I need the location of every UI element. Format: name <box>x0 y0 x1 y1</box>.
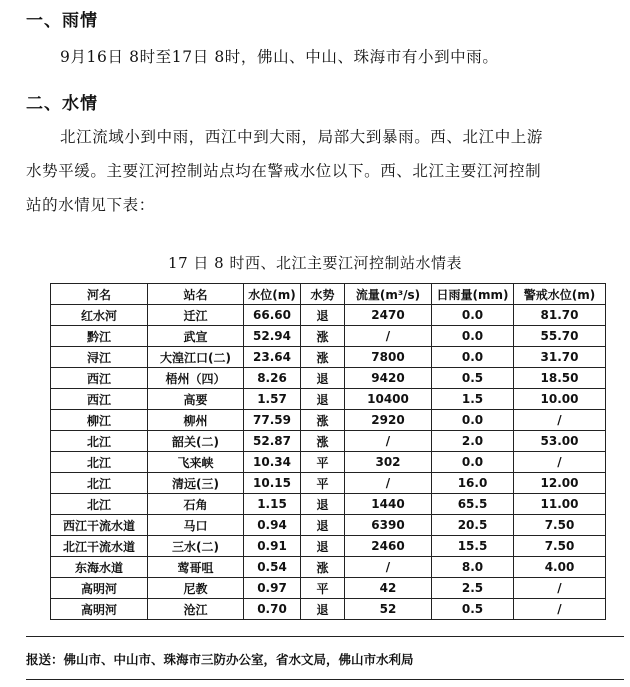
cell-station: 尼教 <box>148 578 244 599</box>
cell-trend: 退 <box>301 536 345 557</box>
cell-rain: 0.0 <box>432 410 514 431</box>
cell-station: 高要 <box>148 389 244 410</box>
table-row <box>51 578 606 599</box>
cell-trend: 涨 <box>301 410 345 431</box>
cell-station: 迁江 <box>148 305 244 326</box>
cell-station: 莺哥咀 <box>148 557 244 578</box>
cell-rain: 0.5 <box>432 368 514 389</box>
cell-trend: 退 <box>301 305 345 326</box>
cell-river: 西江 <box>51 389 148 410</box>
cell-flow: 52 <box>345 599 432 620</box>
cell-flow: 9420 <box>345 368 432 389</box>
cell-rain: 1.5 <box>432 389 514 410</box>
cell-warning: 18.50 <box>514 368 606 389</box>
cell-level: 23.64 <box>244 347 301 368</box>
cell-trend: 平 <box>301 452 345 473</box>
cell-trend: 涨 <box>301 326 345 347</box>
cell-warning: / <box>514 410 606 431</box>
cell-rain: 8.0 <box>432 557 514 578</box>
table-row <box>51 536 606 557</box>
cell-warning: 53.00 <box>514 431 606 452</box>
cell-warning: / <box>514 578 606 599</box>
cell-level: 0.97 <box>244 578 301 599</box>
table-row <box>51 557 606 578</box>
cell-river: 北江 <box>51 473 148 494</box>
cell-station: 武宣 <box>148 326 244 347</box>
cell-station: 马口 <box>148 515 244 536</box>
section-heading-water: 二、水情 <box>26 94 98 114</box>
cell-level: 10.15 <box>244 473 301 494</box>
cell-flow: / <box>345 557 432 578</box>
cell-warning: 7.50 <box>514 515 606 536</box>
cell-rain: 0.0 <box>432 452 514 473</box>
cell-station: 清远(三) <box>148 473 244 494</box>
table-row <box>51 410 606 431</box>
header-river: 河名 <box>51 284 148 305</box>
cell-warning: 11.00 <box>514 494 606 515</box>
cell-level: 0.70 <box>244 599 301 620</box>
section-heading-rain: 一、雨情 <box>26 11 98 31</box>
cell-warning: 10.00 <box>514 389 606 410</box>
cell-rain: 20.5 <box>432 515 514 536</box>
table-row <box>51 347 606 368</box>
cell-flow: / <box>345 473 432 494</box>
cell-station: 三水(二) <box>148 536 244 557</box>
table-row <box>51 431 606 452</box>
cell-level: 0.94 <box>244 515 301 536</box>
cell-river: 北江 <box>51 452 148 473</box>
table-row <box>51 305 606 326</box>
cell-flow: / <box>345 326 432 347</box>
cell-warning: 81.70 <box>514 305 606 326</box>
header-level: 水位(m) <box>244 284 301 305</box>
header-trend: 水势 <box>301 284 345 305</box>
cell-level: 77.59 <box>244 410 301 431</box>
cell-flow: 7800 <box>345 347 432 368</box>
table-row <box>51 515 606 536</box>
water-status-table <box>50 283 606 620</box>
header-warning-level: 警戒水位(m) <box>514 284 606 305</box>
cell-river: 东海水道 <box>51 557 148 578</box>
cell-level: 1.15 <box>244 494 301 515</box>
cell-warning: 12.00 <box>514 473 606 494</box>
cell-trend: 涨 <box>301 431 345 452</box>
cell-river: 高明河 <box>51 599 148 620</box>
cell-rain: 2.0 <box>432 431 514 452</box>
cell-river: 西江 <box>51 368 148 389</box>
footer-divider-bottom <box>26 679 624 680</box>
cell-warning: 7.50 <box>514 536 606 557</box>
table-body <box>51 305 606 620</box>
cell-rain: 0.0 <box>432 326 514 347</box>
table-header-row <box>51 284 606 305</box>
cell-river: 红水河 <box>51 305 148 326</box>
cell-station: 大湟江口(二) <box>148 347 244 368</box>
cell-station: 柳州 <box>148 410 244 431</box>
cell-trend: 退 <box>301 494 345 515</box>
water-paragraph-line-3: 站的水情见下表： <box>26 196 155 214</box>
cell-station: 飞来峡 <box>148 452 244 473</box>
table-caption: 17 日 8 时西、北江主要江河控制站水情表 <box>168 254 462 272</box>
cell-station: 石角 <box>148 494 244 515</box>
cell-river: 黔江 <box>51 326 148 347</box>
header-flow: 流量(m³/s) <box>345 284 432 305</box>
table-row <box>51 389 606 410</box>
cell-rain: 0.0 <box>432 347 514 368</box>
cell-rain: 2.5 <box>432 578 514 599</box>
cell-flow: 1440 <box>345 494 432 515</box>
cell-trend: 平 <box>301 473 345 494</box>
rain-paragraph: 9月16日 8时至17日 8时，佛山、中山、珠海市有小到中雨。 <box>60 48 499 66</box>
cell-river: 浔江 <box>51 347 148 368</box>
cell-flow: 2470 <box>345 305 432 326</box>
cell-trend: 退 <box>301 389 345 410</box>
cell-trend: 平 <box>301 578 345 599</box>
table-row <box>51 599 606 620</box>
cell-trend: 退 <box>301 368 345 389</box>
cell-level: 52.87 <box>244 431 301 452</box>
cell-warning: 31.70 <box>514 347 606 368</box>
cell-station: 韶关(二) <box>148 431 244 452</box>
cell-rain: 0.0 <box>432 305 514 326</box>
cell-rain: 15.5 <box>432 536 514 557</box>
table-row <box>51 473 606 494</box>
cell-level: 0.91 <box>244 536 301 557</box>
cell-level: 10.34 <box>244 452 301 473</box>
cell-river: 柳江 <box>51 410 148 431</box>
cell-river: 北江干流水道 <box>51 536 148 557</box>
cell-level: 66.60 <box>244 305 301 326</box>
footer-distribution: 报送：佛山市、中山市、珠海市三防办公室，省水文局，佛山市水利局 <box>26 652 414 667</box>
cell-flow: 302 <box>345 452 432 473</box>
cell-river: 西江干流水道 <box>51 515 148 536</box>
cell-warning: / <box>514 452 606 473</box>
footer-divider-top <box>26 636 624 637</box>
cell-station: 梧州（四） <box>148 368 244 389</box>
cell-river: 北江 <box>51 431 148 452</box>
cell-warning: 55.70 <box>514 326 606 347</box>
cell-trend: 退 <box>301 599 345 620</box>
cell-flow: 42 <box>345 578 432 599</box>
cell-trend: 涨 <box>301 347 345 368</box>
cell-flow: 10400 <box>345 389 432 410</box>
table-row <box>51 452 606 473</box>
table-row <box>51 326 606 347</box>
cell-level: 1.57 <box>244 389 301 410</box>
cell-flow: 6390 <box>345 515 432 536</box>
cell-flow: 2920 <box>345 410 432 431</box>
cell-river: 高明河 <box>51 578 148 599</box>
cell-level: 52.94 <box>244 326 301 347</box>
table-row <box>51 494 606 515</box>
water-paragraph-line-1: 北江流域小到中雨，西江中到大雨，局部大到暴雨。西、北江中上游 <box>60 128 544 146</box>
table-row <box>51 368 606 389</box>
cell-warning: 4.00 <box>514 557 606 578</box>
cell-trend: 涨 <box>301 557 345 578</box>
water-paragraph-line-2: 水势平缓。主要江河控制站点均在警戒水位以下。西、北江主要江河控制 <box>26 162 542 180</box>
cell-level: 8.26 <box>244 368 301 389</box>
cell-level: 0.54 <box>244 557 301 578</box>
header-station: 站名 <box>148 284 244 305</box>
header-rainfall: 日雨量(mm) <box>432 284 514 305</box>
cell-rain: 0.5 <box>432 599 514 620</box>
cell-rain: 16.0 <box>432 473 514 494</box>
cell-station: 沧江 <box>148 599 244 620</box>
cell-river: 北江 <box>51 494 148 515</box>
cell-rain: 65.5 <box>432 494 514 515</box>
cell-warning: / <box>514 599 606 620</box>
cell-trend: 退 <box>301 515 345 536</box>
cell-flow: / <box>345 431 432 452</box>
cell-flow: 2460 <box>345 536 432 557</box>
